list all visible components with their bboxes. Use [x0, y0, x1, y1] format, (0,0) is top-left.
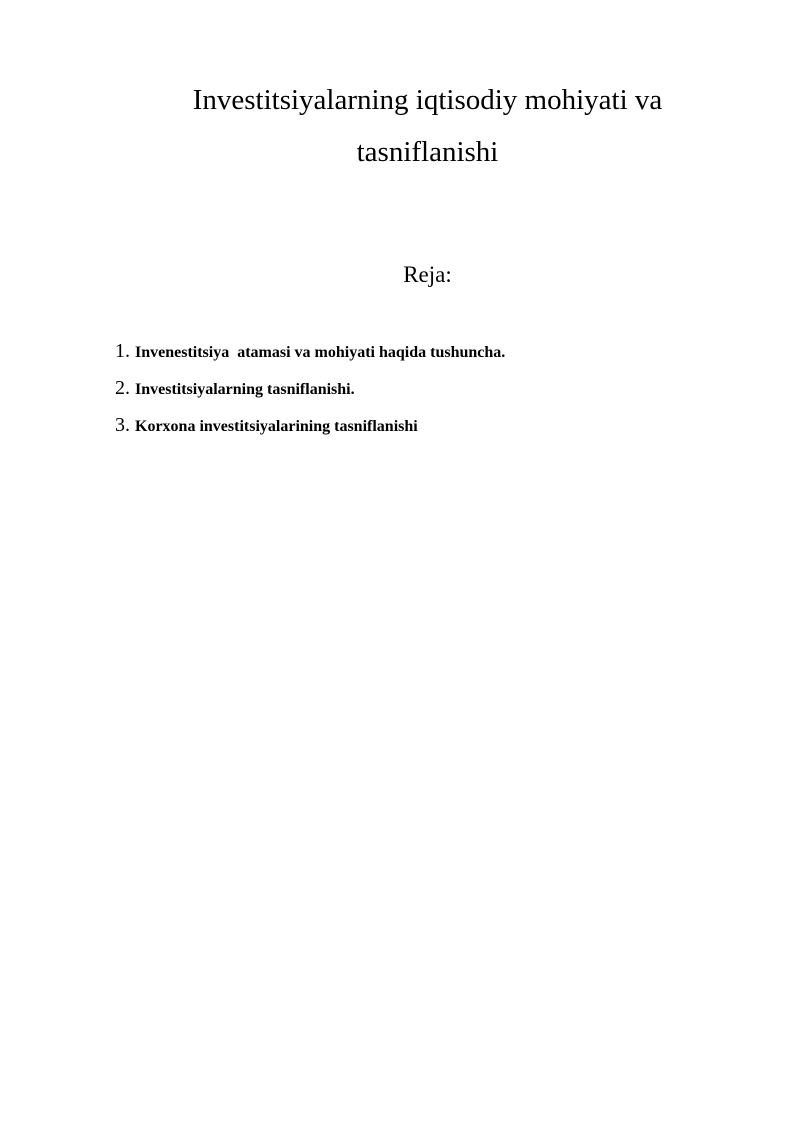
plan-item-text: Korxona investitsiyalarining tasniflanishi [135, 418, 418, 435]
plan-item-3 [115, 414, 505, 451]
title-line-1: Investitsiyalarning iqtisodiy mohiyati va [192, 84, 663, 116]
plan-item-2 [115, 377, 505, 414]
plan-item-1 [115, 340, 505, 377]
plan-item-number: 3. [115, 414, 130, 436]
plan-heading: Reja: [403, 262, 452, 287]
plan-item-text: Investitsiyalarning tasniflanishi. [135, 381, 355, 398]
title-line-2: tasniflanishi [356, 136, 499, 168]
plan-item-number: 1. [115, 340, 130, 362]
plan-item-number: 2. [115, 377, 130, 399]
plan-item-text: Invenestitsiya atamasi va mohiyati haqida tushuncha. [135, 344, 506, 361]
document-title [150, 74, 705, 178]
plan-list [115, 340, 505, 451]
